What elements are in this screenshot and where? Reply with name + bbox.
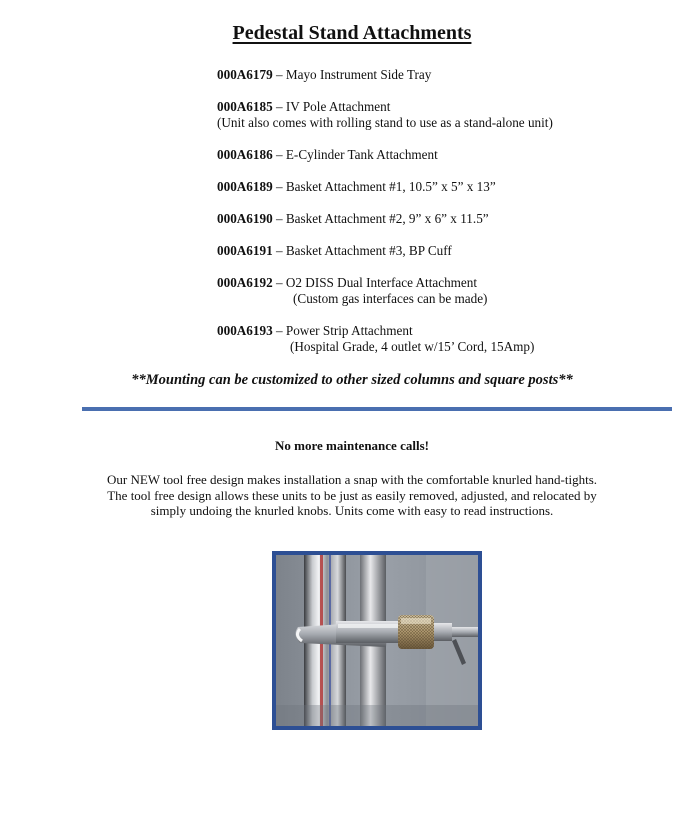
item-description: – Basket Attachment #3, BP Cuff [272, 243, 452, 258]
item-description: – IV Pole Attachment [272, 99, 391, 114]
list-item [217, 243, 687, 259]
attachment-list [217, 67, 687, 371]
item-code: 000A6190 [217, 211, 273, 226]
item-code: 000A6191 [217, 243, 273, 258]
list-item [217, 179, 687, 195]
body-line: simply undoing the knurled knobs. Units come with easy to read instructions. [150, 503, 554, 518]
item-description: – Power Strip Attachment [272, 323, 413, 338]
list-item [217, 67, 687, 83]
body-line: The tool free design allows these units to be just as easily removed, adjusted, and relocated by [107, 487, 597, 503]
item-description: – Basket Attachment #2, 9” x 6” x 11.5” [272, 211, 489, 226]
knurled-knob-photo [276, 555, 478, 726]
product-photo [272, 551, 482, 730]
list-item [217, 211, 687, 227]
item-code: 000A6193 [217, 323, 273, 338]
body-paragraph [60, 472, 644, 519]
item-note: (Hospital Grade, 4 outlet w/15’ Cord, 15Amp) [290, 339, 535, 354]
mounting-tagline: **Mounting can be customized to other sized columns and square posts** [131, 372, 573, 388]
item-description: – Basket Attachment #1, 10.5” x 5” x 13” [272, 179, 496, 194]
list-item [217, 323, 687, 355]
list-item [217, 147, 687, 163]
item-code: 000A6185 [217, 99, 273, 114]
item-description: – E-Cylinder Tank Attachment [272, 147, 438, 162]
item-note: (Unit also comes with rolling stand to use as a stand-alone unit) [217, 115, 553, 130]
section-heading: No more maintenance calls! [275, 438, 429, 453]
item-code: 000A6179 [217, 67, 273, 82]
item-code: 000A6192 [217, 275, 273, 290]
item-description: – Mayo Instrument Side Tray [272, 67, 432, 82]
item-description: – O2 DISS Dual Interface Attachment [272, 275, 478, 290]
section-divider [82, 407, 672, 411]
item-code: 000A6189 [217, 179, 273, 194]
list-item [217, 99, 687, 131]
list-item [217, 275, 687, 307]
item-note: (Custom gas interfaces can be made) [293, 291, 488, 306]
body-line: Our NEW tool free design makes installation a snap with the comfortable knurled hand-tights. [106, 472, 598, 487]
page-title: Pedestal Stand Attachments [232, 22, 472, 44]
item-code: 000A6186 [217, 147, 273, 162]
